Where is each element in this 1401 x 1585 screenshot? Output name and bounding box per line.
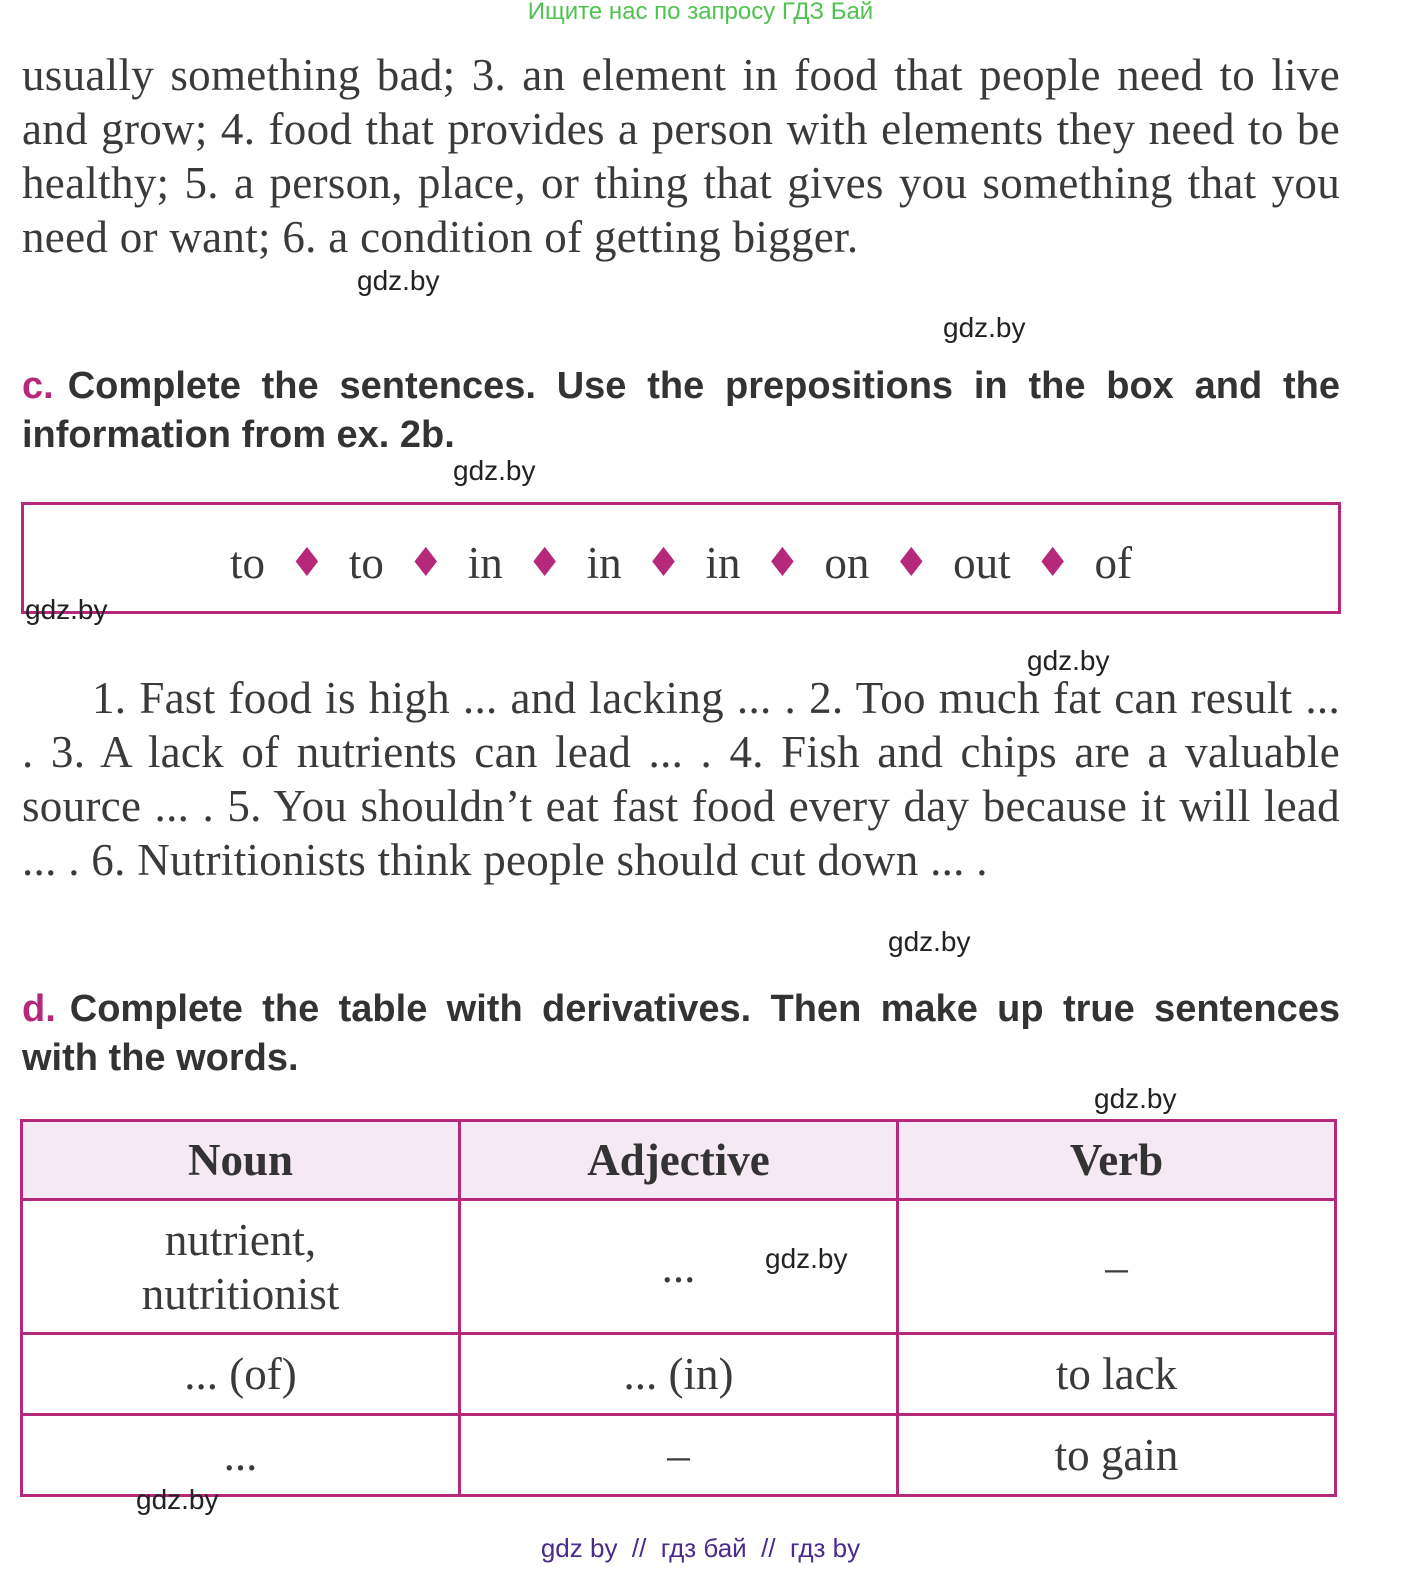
table-row	[22, 1334, 1336, 1415]
table-cell: –	[898, 1200, 1336, 1334]
watermark: gdz.by	[1027, 645, 1110, 676]
task-c-text: Complete the sentences. Use the prepositions in the box and the information from ex. 2b.	[22, 365, 1340, 456]
watermark: gdz.by	[136, 1484, 219, 1515]
table-cell: ... (of)	[22, 1334, 460, 1415]
preposition: in	[586, 538, 622, 588]
diamond-icon: ♦	[645, 540, 682, 586]
preposition: out	[953, 538, 1011, 588]
preposition: to	[229, 538, 265, 588]
table-header-cell: Noun	[22, 1121, 460, 1200]
footer-links: gdz by // гдз бай // гдз by	[540, 1533, 861, 1563]
diamond-icon: ♦	[1034, 540, 1071, 586]
derivatives-table	[20, 1119, 1337, 1497]
table-header-cell: Adjective	[460, 1121, 898, 1200]
table-cell: nutrient, nutritionist	[22, 1200, 460, 1334]
watermark: gdz.by	[943, 312, 1026, 343]
watermark: gdz.by	[453, 455, 536, 486]
table-row	[22, 1415, 1336, 1496]
table-cell: ...	[22, 1415, 460, 1496]
table-header-cell: Verb	[898, 1121, 1336, 1200]
task-c-letter: c.	[22, 365, 54, 407]
watermark: gdz.by	[1094, 1083, 1177, 1114]
paragraph-top: usually something bad; 3. an element in food that people need to live and grow; 4. food that provides a person with elements they need to be healthy; 5. a person, place, or thing that gives you something that you need or want; 6. a condition of getting bigger.	[22, 50, 1340, 262]
table-cell: –	[460, 1415, 898, 1496]
table-header-row	[22, 1121, 1336, 1200]
prepositions-row	[24, 535, 1338, 591]
task-d-letter: d.	[22, 988, 56, 1030]
preposition: in	[467, 538, 503, 588]
task-c-heading	[22, 362, 1340, 460]
preposition: to	[348, 538, 384, 588]
paragraph-c-sentences: 1. Fast food is high ... and lacking ... . 2. Too much fat can result ... . 3. A lack of nutrients can lead ... . 4. Fish and chips are a valuable source ... . 5. You shouldn’t eat fast food every day because it will lead ... . 6. Nutritionists think people should cut down ... .	[22, 673, 1340, 885]
table-cell: to gain	[898, 1415, 1336, 1496]
prepositions-box	[21, 502, 1341, 614]
watermark: gdz.by	[888, 926, 971, 957]
table-cell: to lack	[898, 1334, 1336, 1415]
watermark: gdz.by	[765, 1243, 848, 1274]
preposition: on	[824, 538, 870, 588]
table-cell: ... (in)	[460, 1334, 898, 1415]
diamond-icon: ♦	[893, 540, 930, 586]
table-cell: ...	[460, 1200, 898, 1334]
watermark: gdz.by	[357, 265, 440, 296]
preposition: of	[1094, 538, 1133, 588]
diamond-icon: ♦	[764, 540, 801, 586]
task-d-heading	[22, 985, 1340, 1083]
diamond-icon: ♦	[526, 540, 563, 586]
table-row	[22, 1200, 1336, 1334]
diamond-icon: ♦	[407, 540, 444, 586]
top-banner: Ищите нас по запросу ГДЗ Бай	[527, 0, 874, 25]
diamond-icon: ♦	[288, 540, 325, 586]
task-d-text: Complete the table with derivatives. Then make up true sentences with the words.	[22, 988, 1340, 1079]
preposition: in	[705, 538, 741, 588]
watermark: gdz.by	[25, 594, 108, 625]
